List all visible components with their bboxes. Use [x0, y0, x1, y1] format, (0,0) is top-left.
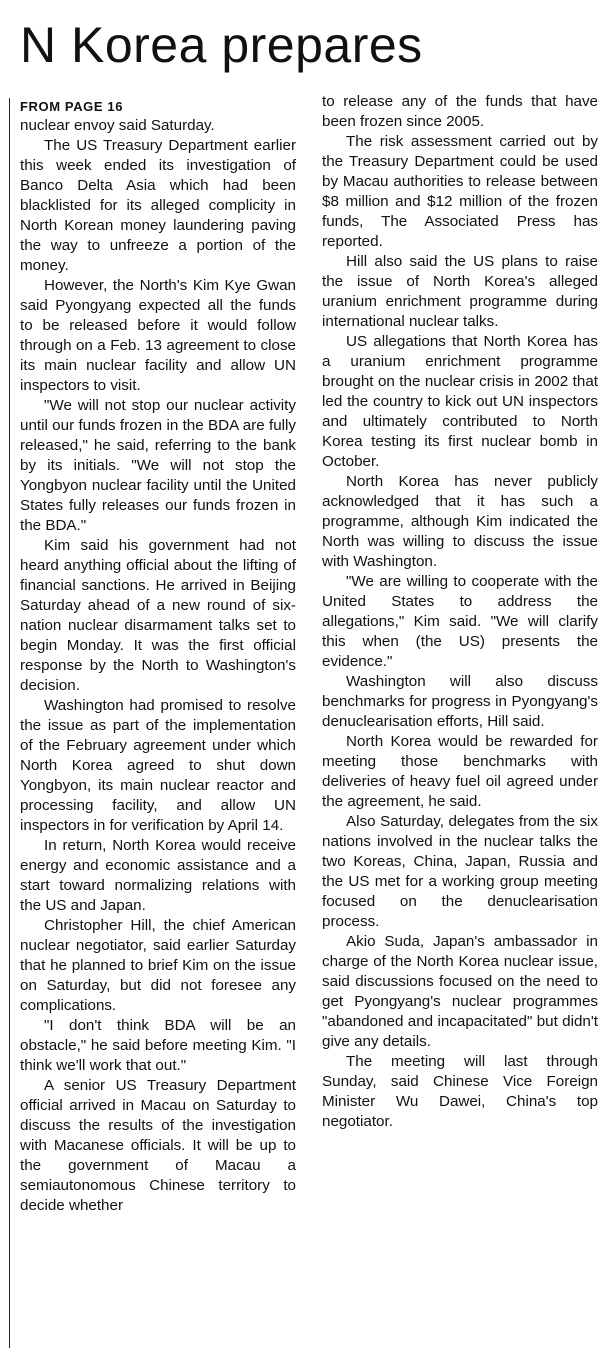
paragraph: "I don't think BDA will be an obstacle," he said before meeting Kim. "I think we'll work that out." — [20, 1017, 296, 1074]
paragraph: In return, North Korea would receive energy and economic assistance and a start toward normalizing relations with the US and Japan. — [20, 837, 296, 914]
paragraph: The meeting will last through Sunday, said Chinese Vice Foreign Minister Wu Dawei, China's top negotiator. — [322, 1053, 598, 1130]
article-column-right — [322, 92, 598, 1132]
paragraph: "We will not stop our nuclear activity until our funds frozen in the BDA are fully released," he said, referring to the bank by its initials. "We will not stop the Yongbyon nuclear facility until the United States fully releases our funds frozen in the BDA." — [20, 397, 296, 534]
paragraph: Akio Suda, Japan's ambassador in charge of the North Korea nuclear issue, said discussions focused on the need to get Pyongyang's nuclear programmes "abandoned and incapacitated" but didn't give any details. — [322, 933, 598, 1050]
paragraph: North Korea would be rewarded for meeting those benchmarks with deliveries of heavy fuel oil agreed under the agreement, he said. — [322, 733, 598, 810]
article-column-left — [20, 92, 296, 1216]
paragraph: Christopher Hill, the chief American nuclear negotiator, said earlier Saturday that he planned to brief Kim on the issue on Saturday, but did not foresee any complications. — [20, 917, 296, 1014]
paragraph: Washington will also discuss benchmarks for progress in Pyongyang's denuclearisation efforts, Hill said. — [322, 673, 598, 730]
paragraph: A senior US Treasury Department official arrived in Macau on Saturday to discuss the results of the investigation with Macanese officials. It will be up to the government of Macau a semiautonomous Chinese territory to decide whether — [20, 1077, 296, 1214]
paragraph: US allegations that North Korea has a uranium enrichment programme brought on the nuclear crisis in 2002 that led the country to kick out UN inspectors and ultimately contributed to North Korea testing its first nuclear bomb in October. — [322, 333, 598, 470]
headline: N Korea prepares — [20, 17, 423, 73]
paragraph: to release any of the funds that have been frozen since 2005. — [322, 93, 598, 130]
paragraph: Hill also said the US plans to raise the issue of North Korea's alleged uranium enrichment programme during international nuclear talks. — [322, 253, 598, 330]
column-rule — [9, 98, 10, 1348]
paragraph: Also Saturday, delegates from the six nations involved in the nuclear talks the two Koreas, China, Japan, Russia and the US met for a working group meeting focused on the denuclearisation process. — [322, 813, 598, 930]
paragraph: Washington had promised to resolve the issue as part of the implementation of the February agreement under which North Korea agreed to shut down Yongbyon, its main nuclear reactor and processing facility, and allow UN inspectors in for verification by April 14. — [20, 697, 296, 834]
paragraph: The US Treasury Department earlier this week ended its investigation of Banco Delta Asia which had been blacklisted for its alleged complicity in North Korean money laundering paving the way to unfreeze a portion of the money. — [20, 137, 296, 274]
paragraph: However, the North's Kim Kye Gwan said Pyongyang expected all the funds to be released before it would follow through on a Feb. 13 agreement to close its main nuclear facility and allow UN inspectors to visit. — [20, 277, 296, 394]
paragraph: The risk assessment carried out by the Treasury Department could be used by Macau authorities to release between $8 million and $12 million of the frozen funds, The Associated Press has reported. — [322, 133, 598, 250]
dateline: FROM PAGE 16 — [20, 99, 124, 114]
paragraph: "We are willing to cooperate with the United States to address the allegations," Kim said. "We will clarify this when (the US) presents the evidence." — [322, 573, 598, 670]
paragraph: Kim said his government had not heard anything official about the lifting of financial sanctions. He arrived in Beijing Saturday ahead of a new round of six-nation nuclear disarmament talks set to begin Monday. It was the first official response by the North to Washington's decision. — [20, 537, 296, 694]
paragraph: North Korea has never publicly acknowledged that it has such a programme, although Kim indicated the North was willing to discuss the issue with Washington. — [322, 473, 598, 570]
paragraph: nuclear envoy said Saturday. — [20, 117, 215, 134]
